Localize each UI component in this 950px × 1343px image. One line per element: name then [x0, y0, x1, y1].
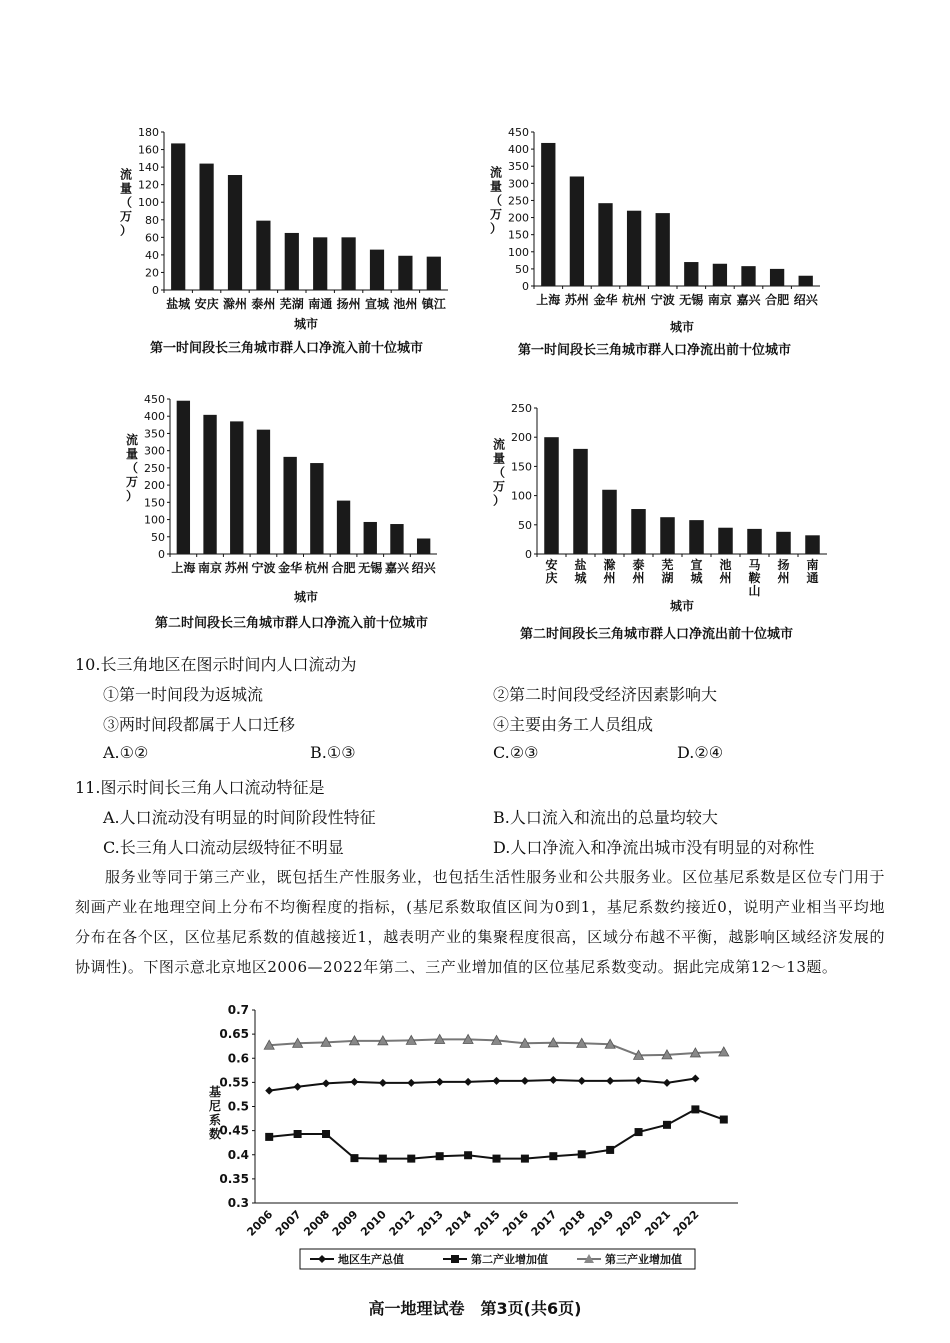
x-tick-label: 芜: [661, 558, 674, 572]
y-tick-label: 100: [508, 245, 529, 259]
x-tick-label: 苏州: [224, 561, 249, 575]
x-tick-label: 鞍: [748, 571, 761, 585]
y-axis-label: 万: [119, 209, 133, 224]
x-tick-label: 2013: [414, 1207, 446, 1239]
y-tick-label: 100: [138, 196, 159, 210]
x-tick-label: 扬州: [336, 297, 361, 311]
x-tick-label: 南京: [707, 293, 732, 307]
series-point: [379, 1079, 387, 1087]
q11-option-d[interactable]: D.人口净流入和净流出城市没有明显的对称性: [493, 838, 815, 857]
q10-option-b[interactable]: B.①③: [310, 743, 356, 762]
series-point: [464, 1078, 472, 1086]
x-tick-label: 合肥: [765, 293, 790, 307]
bar: [177, 401, 190, 554]
y-tick-label: 200: [144, 479, 165, 493]
x-tick-label: 泰州: [251, 297, 276, 311]
x-tick-label: 苏州: [564, 293, 589, 307]
x-axis-label: 城市: [293, 317, 319, 331]
x-axis-label: 城市: [293, 590, 319, 604]
y-axis-label: ）: [492, 493, 506, 508]
series-point: [691, 1075, 699, 1083]
y-axis-label: （: [125, 461, 139, 475]
bar: [689, 520, 704, 554]
y-tick-label: 200: [508, 211, 529, 225]
x-tick-label: 2019: [585, 1207, 617, 1239]
chart-inflow-period1-caption: 第一时间段长三角城市群人口净流入前十位城市: [150, 341, 424, 356]
legend-label: 第二产业增加值: [471, 1253, 548, 1266]
chart-inflow-period2: [115, 392, 465, 607]
bar: [417, 539, 430, 555]
series-point: [691, 1105, 699, 1113]
y-tick-label: 0.7: [227, 1003, 249, 1017]
y-tick-label: 250: [144, 461, 165, 475]
y-tick-label: 50: [518, 518, 532, 532]
x-tick-label: 南: [806, 558, 819, 572]
y-axis-label: 量: [492, 451, 506, 466]
series-point: [322, 1130, 330, 1138]
bar: [602, 490, 617, 554]
q11-option-a[interactable]: A.人口流动没有明显的时间阶段性特征: [103, 808, 376, 827]
chart-outflow-period1-caption: 第一时间段长三角城市群人口净流出前十位城市: [518, 343, 792, 358]
x-tick-label: 盐: [574, 558, 587, 572]
bar: [228, 175, 242, 290]
x-tick-label: 宁波: [251, 561, 276, 575]
x-axis-label: 城市: [669, 320, 695, 334]
bar: [310, 463, 323, 554]
x-tick-label: 扬: [777, 558, 790, 572]
y-axis-label: 万: [489, 207, 503, 222]
y-axis-label: ）: [119, 223, 133, 238]
y-tick-label: 400: [508, 143, 529, 157]
bar: [370, 250, 384, 290]
y-tick-label: 300: [508, 177, 529, 191]
y-tick-label: 0: [522, 280, 529, 293]
y-tick-label: 60: [145, 231, 159, 245]
y-axis-label: 流: [489, 165, 503, 180]
bar: [631, 509, 646, 554]
bar: [285, 233, 299, 290]
legend-label: 第三产业增加值: [605, 1253, 682, 1266]
x-tick-label: 无锡: [679, 293, 704, 307]
x-tick-label: 宣城: [364, 297, 390, 311]
y-tick-label: 250: [511, 402, 532, 415]
y-tick-label: 300: [144, 444, 165, 458]
x-tick-label: 金华: [593, 293, 618, 307]
y-tick-label: 0.55: [219, 1075, 249, 1090]
x-tick-label: 镇江: [421, 297, 446, 311]
bar: [342, 237, 356, 290]
y-tick-label: 80: [145, 213, 159, 227]
series-point: [436, 1152, 444, 1160]
bar: [718, 528, 733, 554]
x-tick-label: 嘉兴: [384, 561, 409, 575]
x-tick-label: 南通: [308, 297, 333, 311]
x-tick-label: 上海: [536, 293, 561, 307]
q10-option-c[interactable]: C.②③: [493, 743, 539, 762]
y-axis-label: 万: [125, 475, 139, 489]
series-point: [322, 1079, 330, 1087]
x-tick-label: 州: [603, 571, 616, 585]
series-point: [350, 1154, 358, 1162]
bar: [541, 143, 555, 286]
y-tick-label: 0.45: [219, 1123, 249, 1138]
bar: [313, 237, 327, 290]
y-tick-label: 0: [525, 548, 532, 561]
x-tick-label: 泰: [632, 558, 645, 572]
bar: [573, 449, 588, 554]
series-point: [663, 1121, 671, 1129]
y-axis-label: 量: [119, 181, 133, 196]
y-tick-label: 120: [138, 178, 159, 192]
x-tick-label: 湖: [661, 571, 674, 585]
bar: [627, 211, 641, 286]
bar: [200, 164, 214, 290]
q10-item-4: ④主要由务工人员组成: [493, 715, 654, 734]
y-tick-label: 0: [152, 284, 159, 297]
bar: [257, 430, 270, 554]
chart-outflow-period1: [478, 122, 848, 337]
x-tick-label: 2006: [244, 1207, 276, 1239]
x-axis-label: 城市: [669, 599, 695, 613]
y-tick-label: 160: [138, 143, 159, 157]
y-tick-label: 350: [508, 160, 529, 174]
x-tick-label: 嘉兴: [736, 293, 761, 307]
bar: [776, 532, 791, 554]
y-tick-label: 150: [508, 228, 529, 242]
bar: [598, 203, 612, 286]
q11-stem: 11.图示时间长三角人口流动特征是: [75, 778, 325, 797]
y-tick-label: 0.35: [219, 1171, 249, 1186]
bar: [364, 522, 377, 554]
series-point: [265, 1133, 273, 1141]
bar: [256, 221, 270, 290]
y-axis-label: 流: [492, 437, 506, 452]
y-axis-label: 万: [492, 479, 506, 494]
series-point: [521, 1077, 529, 1085]
x-tick-label: 安: [545, 558, 558, 572]
series-point: [407, 1079, 415, 1087]
x-tick-label: 山: [748, 584, 761, 598]
x-tick-label: 州: [719, 571, 732, 585]
x-tick-label: 池: [719, 558, 732, 572]
y-axis-label: （: [489, 193, 503, 208]
y-tick-label: 0.6: [227, 1051, 249, 1066]
bar: [770, 269, 784, 286]
series-point: [436, 1078, 444, 1086]
y-axis-label: 基: [208, 1085, 222, 1099]
series-point: [663, 1079, 671, 1087]
x-tick-label: 杭州: [304, 561, 329, 575]
chart-outflow-period2: [478, 400, 848, 620]
series-point: [294, 1130, 302, 1138]
y-tick-label: 250: [508, 194, 529, 208]
x-tick-label: 2020: [613, 1207, 645, 1239]
bar: [398, 256, 412, 290]
series-line: [269, 1109, 724, 1158]
legend-label: 地区生产总值: [338, 1253, 404, 1266]
x-tick-label: 安庆: [194, 297, 219, 311]
series-point: [578, 1150, 586, 1158]
bar: [713, 264, 727, 286]
x-tick-label: 2017: [528, 1207, 560, 1239]
y-axis-label: ）: [489, 221, 503, 236]
y-axis-label: 流: [119, 167, 133, 182]
x-tick-label: 滁: [603, 558, 616, 572]
q10-item-3: ③两时间段都属于人口迁移: [103, 715, 296, 734]
x-tick-label: 合肥: [331, 561, 356, 575]
x-tick-label: 2015: [471, 1207, 503, 1239]
x-tick-label: 城: [690, 571, 703, 585]
y-tick-label: 450: [144, 393, 165, 406]
q11-option-b[interactable]: B.人口流入和流出的总量均较大: [493, 808, 718, 827]
y-tick-label: 20: [145, 266, 159, 280]
x-tick-label: 2018: [557, 1207, 588, 1239]
y-tick-label: 0.65: [219, 1027, 249, 1042]
series-point: [606, 1146, 614, 1154]
series-point: [521, 1155, 529, 1163]
x-tick-label: 无锡: [358, 561, 383, 575]
q10-option-a[interactable]: A.①②: [103, 743, 149, 762]
y-axis-label: 系: [208, 1113, 222, 1127]
x-tick-label: 马: [748, 558, 761, 572]
series-line: [269, 1079, 695, 1091]
y-axis-label: 流: [125, 433, 139, 447]
series-point: [379, 1155, 387, 1163]
y-axis-label: （: [492, 465, 506, 480]
x-tick-label: 池州: [393, 297, 418, 311]
y-axis-label: 量: [125, 447, 139, 461]
q10-item-2: ②第二时间段受经济因素影响大: [493, 685, 718, 704]
x-tick-label: 州: [777, 571, 790, 585]
bar: [230, 421, 243, 554]
bar: [741, 266, 755, 286]
chart-outflow-period2-caption: 第二时间段长三角城市群人口净流出前十位城市: [520, 627, 794, 642]
x-tick-label: 芜湖: [279, 297, 304, 311]
series-point: [606, 1077, 614, 1085]
x-tick-label: 2021: [642, 1207, 674, 1239]
y-axis-label: （: [119, 195, 133, 210]
q11-option-c[interactable]: C.长三角人口流动层级特征不明显: [103, 838, 344, 857]
y-tick-label: 400: [144, 410, 165, 424]
x-tick-label: 2022: [670, 1207, 702, 1239]
y-axis-label: 量: [489, 179, 503, 194]
bar: [684, 262, 698, 286]
bar: [805, 535, 820, 554]
x-tick-label: 南京: [198, 561, 223, 575]
bar: [203, 415, 216, 554]
series-point: [578, 1077, 586, 1085]
x-tick-label: 2008: [301, 1207, 333, 1239]
x-tick-label: 金华: [278, 561, 303, 575]
series-point: [493, 1077, 501, 1085]
bar: [283, 457, 296, 554]
y-tick-label: 40: [145, 248, 159, 262]
q10-item-1: ①第一时间段为返城流: [103, 685, 264, 704]
series-point: [635, 1076, 643, 1084]
series-point: [720, 1116, 728, 1124]
series-point: [493, 1155, 501, 1163]
y-tick-label: 0.3: [227, 1196, 249, 1210]
y-tick-label: 150: [144, 496, 165, 510]
bar: [660, 517, 675, 554]
x-tick-label: 2009: [329, 1207, 361, 1239]
x-tick-label: 绍兴: [411, 561, 436, 575]
y-tick-label: 140: [138, 161, 159, 175]
passage-gini: 服务业等同于第三产业，既包括生产性服务业，也包括生活性服务业和公共服务业。区位基尼系数是区位专门用于刻画产业在地理空间上分布不均衡程度的指标，(基尼系数取值区间为0到1，基尼系数约接近0，说明产业相当平均地分布在各个区，区位基尼系数的值越接近1，越表明产业的集聚程度很高，区域分布越不平衡，越影响区域经济发展的协调性)。下图示意北京地区2006—2022年第二、三产业增加值的区位基尼系数变动。据此完成第12～13题。: [75, 868, 885, 976]
x-tick-label: 2012: [386, 1207, 418, 1239]
x-tick-label: 上海: [171, 561, 196, 575]
x-tick-label: 宣: [690, 558, 703, 572]
y-tick-label: 0.4: [227, 1147, 249, 1162]
y-tick-label: 350: [144, 427, 165, 441]
x-tick-label: 宁波: [650, 293, 675, 307]
y-tick-label: 200: [511, 431, 532, 445]
x-tick-label: 绍兴: [793, 293, 818, 307]
q10-stem: 10.长三角地区在图示时间内人口流动为: [75, 655, 357, 674]
x-tick-label: 2007: [272, 1207, 304, 1239]
bar: [390, 524, 403, 554]
y-tick-label: 0.5: [227, 1099, 249, 1114]
y-axis-label: ）: [125, 489, 139, 503]
series-point: [407, 1155, 415, 1163]
series-point: [635, 1128, 643, 1136]
bar: [171, 143, 185, 290]
x-tick-label: 2014: [443, 1207, 475, 1239]
page-footer: 高一地理试卷 第3页(共6页): [368, 1299, 582, 1318]
series-point: [265, 1087, 273, 1095]
y-tick-label: 100: [511, 489, 532, 503]
series-point: [549, 1076, 557, 1084]
x-tick-label: 州: [632, 571, 645, 585]
bar: [427, 257, 441, 290]
bar: [570, 176, 584, 286]
series-point: [549, 1152, 557, 1160]
legend-marker: [451, 1255, 459, 1263]
y-tick-label: 50: [151, 530, 165, 544]
bar: [544, 437, 559, 554]
x-tick-label: 庆: [545, 571, 558, 585]
chart-inflow-period1: [110, 122, 480, 337]
y-tick-label: 100: [144, 513, 165, 527]
y-tick-label: 0: [158, 548, 165, 561]
x-tick-label: 通: [806, 571, 819, 585]
x-tick-label: 滁州: [222, 297, 248, 311]
bar: [337, 501, 350, 554]
y-tick-label: 50: [515, 262, 529, 276]
q10-option-d[interactable]: D.②④: [677, 743, 724, 762]
x-tick-label: 城: [574, 571, 587, 585]
x-tick-label: 2010: [358, 1207, 389, 1239]
y-axis-label: 数: [208, 1127, 222, 1141]
y-tick-label: 450: [508, 126, 529, 139]
series-point: [350, 1078, 358, 1086]
series-point: [464, 1151, 472, 1159]
chart-inflow-period2-caption: 第二时间段长三角城市群人口净流入前十位城市: [155, 616, 429, 631]
y-tick-label: 180: [138, 126, 159, 139]
series-point: [294, 1083, 302, 1091]
bar: [799, 276, 813, 286]
x-tick-label: 盐城: [166, 297, 191, 311]
x-tick-label: 杭州: [622, 293, 647, 307]
y-axis-label: 尼: [208, 1099, 222, 1113]
y-tick-label: 150: [511, 460, 532, 474]
bar: [656, 213, 670, 286]
bar: [747, 529, 762, 554]
chart-gini-coefficient: [195, 1003, 755, 1278]
x-tick-label: 2016: [500, 1207, 532, 1239]
